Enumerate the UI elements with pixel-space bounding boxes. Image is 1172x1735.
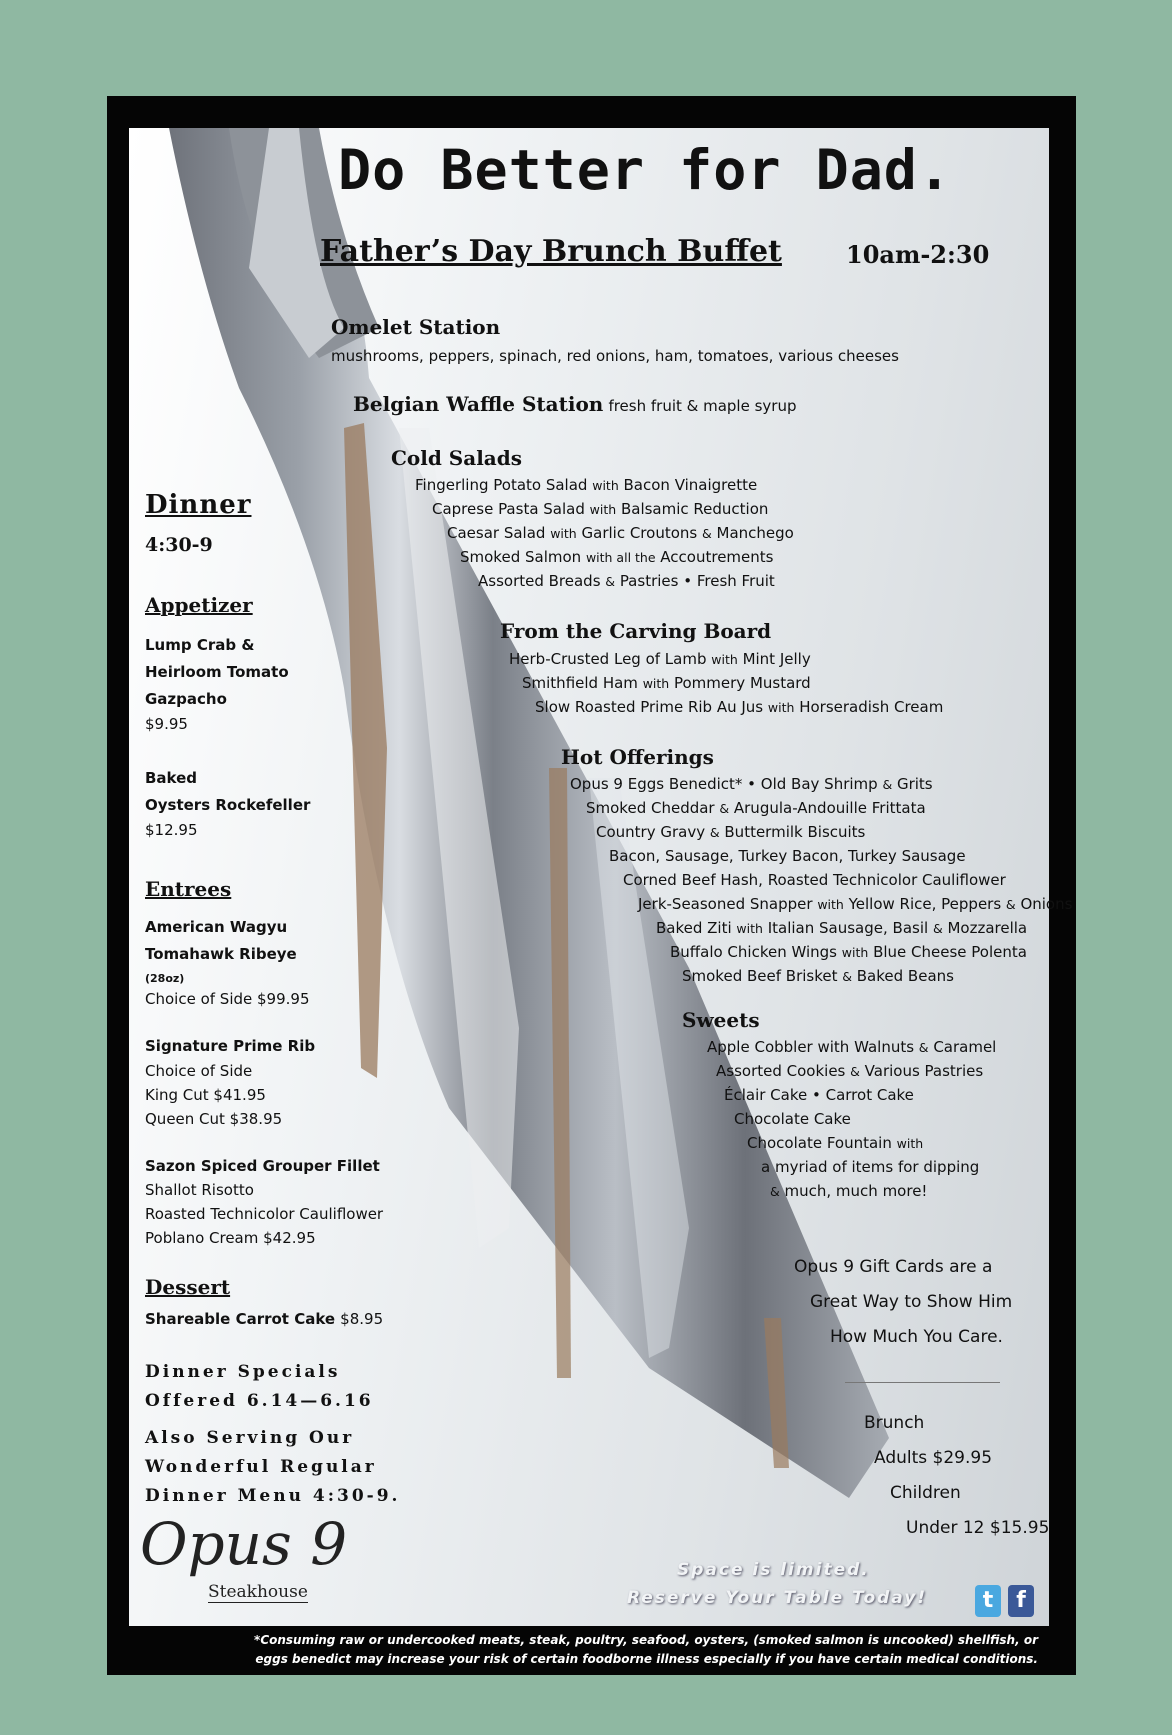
hot-offering-text: Baked Ziti — [656, 919, 737, 937]
grouper-line-3: Poblano Cream $42.95 — [145, 1229, 316, 1247]
hot-offering-item — [656, 919, 1027, 937]
brunch-price-line: Children — [890, 1483, 961, 1503]
logo-subtitle: Steakhouse — [208, 1582, 308, 1602]
sweet-item — [724, 1086, 914, 1104]
hot-offering-text: & — [1005, 897, 1016, 912]
entrees-label: Entrees — [145, 877, 232, 901]
hot-offering-text: Blue Cheese Polenta — [868, 943, 1027, 961]
hot-offering-text: with — [841, 945, 869, 960]
brunch-price-line: Adults $29.95 — [874, 1448, 993, 1468]
hot-offering-text: Corned Beef Hash, Roasted Technicolor Cauliflower — [623, 871, 1006, 889]
appetizer-1-line-2: Heirloom Tomato — [145, 663, 289, 681]
hot-offering-text: Smoked Beef Brisket — [682, 967, 843, 985]
sweet-text: Caramel — [928, 1038, 997, 1056]
carving-item — [522, 674, 811, 692]
hot-offering-text: Italian Sausage, Basil — [762, 919, 933, 937]
reserve-line-1: Space is limited. — [677, 1560, 870, 1580]
wagyu-size: (28oz) — [145, 972, 185, 985]
hot-offering-text: with — [736, 921, 763, 936]
hot-offering-text: Mozzarella — [942, 919, 1028, 937]
cold-salad-text: Bacon Vinaigrette — [618, 476, 758, 494]
appetizer-label: Appetizer — [145, 593, 253, 617]
hot-offering-text: & — [882, 777, 893, 792]
waffle-label: Belgian Waffle Station — [353, 392, 604, 416]
wagyu-line-1: American Wagyu — [145, 918, 288, 936]
sweet-text: much, much more! — [779, 1182, 928, 1200]
sweet-text: with — [896, 1136, 924, 1151]
hot-offering-text: & — [719, 801, 730, 816]
carving-label: From the Carving Board — [500, 619, 772, 643]
carving-text: Smithfield Ham — [522, 674, 643, 692]
hot-offering-text: Arugula-Andouille Frittata — [729, 799, 926, 817]
hot-offering-text: Baked Beans — [852, 967, 954, 985]
dessert-line — [145, 1309, 383, 1328]
hot-offering-text: & — [842, 969, 852, 984]
cold-salad-text: & — [605, 574, 616, 589]
cold-salad-text: with — [592, 478, 619, 493]
hot-offering-item — [596, 823, 865, 841]
dessert-name: Shareable Carrot Cake — [145, 1310, 336, 1328]
cold-salad-text: Assorted Breads — [478, 572, 606, 590]
facebook-icon[interactable]: f — [1008, 1585, 1034, 1617]
carving-text: with — [642, 676, 670, 691]
hot-offering-item — [570, 775, 933, 793]
reserve-line-2: Reserve Your Table Today! — [627, 1588, 928, 1608]
prime-rib-line-3: Queen Cut $38.95 — [145, 1110, 283, 1128]
carving-text: Mint Jelly — [737, 650, 811, 668]
cold-salad-text: Garlic Croutons — [576, 524, 702, 542]
cold-salad-text: Smoked Salmon — [460, 548, 586, 566]
cold-salad-text: Caesar Salad — [447, 524, 551, 542]
twitter-icon[interactable]: t — [975, 1585, 1001, 1617]
sweet-item — [734, 1110, 851, 1128]
specials-line-1: Dinner Specials — [145, 1362, 341, 1382]
cold-salad-text: with all the — [585, 550, 656, 565]
sweet-item — [761, 1158, 979, 1176]
hot-offering-item — [670, 943, 1027, 961]
carving-text: Herb-Crusted Leg of Lamb — [509, 650, 712, 668]
disclaimer-line-1: *Consuming raw or undercooked meats, steak, poultry, seafood, oysters, (smoked salmon is uncooked) shellfish, or — [254, 1633, 1038, 1647]
sweet-text: Assorted Cookies — [716, 1062, 851, 1080]
hot-offering-text: with — [817, 897, 844, 912]
hot-offering-item — [623, 871, 1006, 889]
cold-salad-text: Fingerling Potato Salad — [415, 476, 593, 494]
cold-salad-text: Manchego — [711, 524, 794, 542]
dinner-title: Dinner — [145, 490, 252, 520]
sweet-text: & — [918, 1040, 929, 1055]
carving-text: Pommery Mustard — [669, 674, 811, 692]
cold-salad-item — [415, 476, 757, 494]
brunch-price-line: Brunch — [864, 1413, 925, 1433]
hot-offering-text: Onions — [1015, 895, 1073, 913]
prime-rib-name: Signature Prime Rib — [145, 1037, 316, 1055]
hot-offering-text: Country Gravy — [596, 823, 710, 841]
sweet-item — [770, 1182, 927, 1200]
cold-salad-item — [478, 572, 775, 590]
sweet-text: Chocolate Fountain — [747, 1134, 897, 1152]
logo-name: Opus 9 — [140, 1510, 348, 1578]
gift-card-line: How Much You Care. — [830, 1327, 1003, 1347]
sweet-text: & — [850, 1064, 860, 1079]
sweet-item — [716, 1062, 983, 1080]
prime-rib-line-2: King Cut $41.95 — [145, 1086, 266, 1104]
cold-salads-label: Cold Salads — [391, 446, 523, 470]
cold-salad-text: & — [701, 526, 712, 541]
carving-text: Horseradish Cream — [794, 698, 944, 716]
cold-salad-text: Pastries • Fresh Fruit — [615, 572, 775, 590]
sweet-text: & — [770, 1184, 780, 1199]
omelet-label: Omelet Station — [331, 315, 501, 339]
sweet-text: Éclair Cake • Carrot Cake — [724, 1086, 914, 1104]
waffle-text: fresh fruit & maple syrup — [608, 397, 797, 415]
headline: Do Better for Dad. — [338, 138, 953, 202]
hot-offering-text: Buffalo Chicken Wings — [670, 943, 842, 961]
disclaimer-line-2: eggs benedict may increase your risk of certain foodborne illness especially if you have certain medical conditions. — [255, 1652, 1038, 1666]
cold-salad-item — [432, 500, 768, 518]
hot-offering-text: Grits — [892, 775, 933, 793]
cold-salad-item — [447, 524, 794, 542]
sweet-item — [707, 1038, 996, 1056]
cold-salad-text: with — [589, 502, 617, 517]
hot-label: Hot Offerings — [561, 745, 714, 769]
hot-offering-text: & — [932, 921, 943, 936]
grouper-name: Sazon Spiced Grouper Fillet — [145, 1157, 380, 1175]
cold-salad-item — [460, 548, 773, 566]
also-line-3: Dinner Menu 4:30-9. — [145, 1486, 401, 1506]
hot-offering-text: Opus 9 Eggs Benedict* • Old Bay Shrimp — [570, 775, 883, 793]
carving-text: with — [711, 652, 738, 667]
appetizer-1-line-1: Lump Crab & — [145, 636, 255, 654]
appetizer-2-line-1: Baked — [145, 769, 198, 787]
gift-card-line: Opus 9 Gift Cards are a — [794, 1257, 993, 1277]
hot-offering-text: & — [709, 825, 720, 840]
brunch-time: 10am-2:30 — [846, 240, 990, 269]
hot-offering-item — [638, 895, 1072, 913]
hot-offering-text: Smoked Cheddar — [586, 799, 720, 817]
appetizer-2-line-2: Oysters Rockefeller — [145, 796, 311, 814]
hot-offering-item — [682, 967, 954, 985]
grouper-line-2: Roasted Technicolor Cauliflower — [145, 1205, 384, 1223]
appetizer-2-price: $12.95 — [145, 821, 198, 839]
carving-item — [509, 650, 811, 668]
sweet-text: Various Pastries — [859, 1062, 984, 1080]
appetizer-1-line-3: Gazpacho — [145, 690, 227, 708]
wagyu-line-2: Tomahawk Ribeye — [145, 945, 297, 963]
dessert-label: Dessert — [145, 1275, 231, 1299]
gift-divider — [845, 1382, 1000, 1383]
wagyu-detail: Choice of Side $99.95 — [145, 990, 310, 1008]
gift-card-line: Great Way to Show Him — [810, 1292, 1013, 1312]
cold-salad-text: Caprese Pasta Salad — [432, 500, 590, 518]
carving-text: with — [767, 700, 795, 715]
grouper-line-1: Shallot Risotto — [145, 1181, 254, 1199]
cold-salad-text: Accoutrements — [655, 548, 774, 566]
sweet-item — [747, 1134, 923, 1152]
dinner-time: 4:30-9 — [145, 534, 213, 556]
sweet-text: Chocolate Cake — [734, 1110, 851, 1128]
hot-offering-item — [586, 799, 926, 817]
waffle-line — [353, 392, 797, 416]
brunch-title: Father’s Day Brunch Buffet — [320, 234, 782, 269]
prime-rib-line-1: Choice of Side — [145, 1062, 253, 1080]
omelet-text: mushrooms, peppers, spinach, red onions, ham, tomatoes, various cheeses — [331, 347, 899, 365]
carving-item — [535, 698, 943, 716]
specials-line-2: Offered 6.14—6.16 — [145, 1391, 374, 1411]
also-line-1: Also Serving Our — [145, 1428, 355, 1448]
hot-offering-item — [609, 847, 966, 865]
sweets-label: Sweets — [682, 1008, 760, 1032]
carving-text: Slow Roasted Prime Rib Au Jus — [535, 698, 768, 716]
sweet-text: Apple Cobbler with Walnuts — [707, 1038, 919, 1056]
hot-offering-text: Buttermilk Biscuits — [719, 823, 866, 841]
sweet-text: a myriad of items for dipping — [761, 1158, 980, 1176]
hot-offering-text: Yellow Rice, Peppers — [843, 895, 1006, 913]
dessert-price: $8.95 — [340, 1310, 384, 1328]
cold-salad-text: with — [550, 526, 577, 541]
also-line-2: Wonderful Regular — [145, 1457, 377, 1477]
appetizer-1-price: $9.95 — [145, 715, 188, 733]
hot-offering-text: Bacon, Sausage, Turkey Bacon, Turkey Sausage — [609, 847, 966, 865]
hot-offering-text: Jerk-Seasoned Snapper — [638, 895, 818, 913]
cold-salad-text: Balsamic Reduction — [616, 500, 769, 518]
brunch-price-line: Under 12 $15.95 — [906, 1518, 1050, 1538]
